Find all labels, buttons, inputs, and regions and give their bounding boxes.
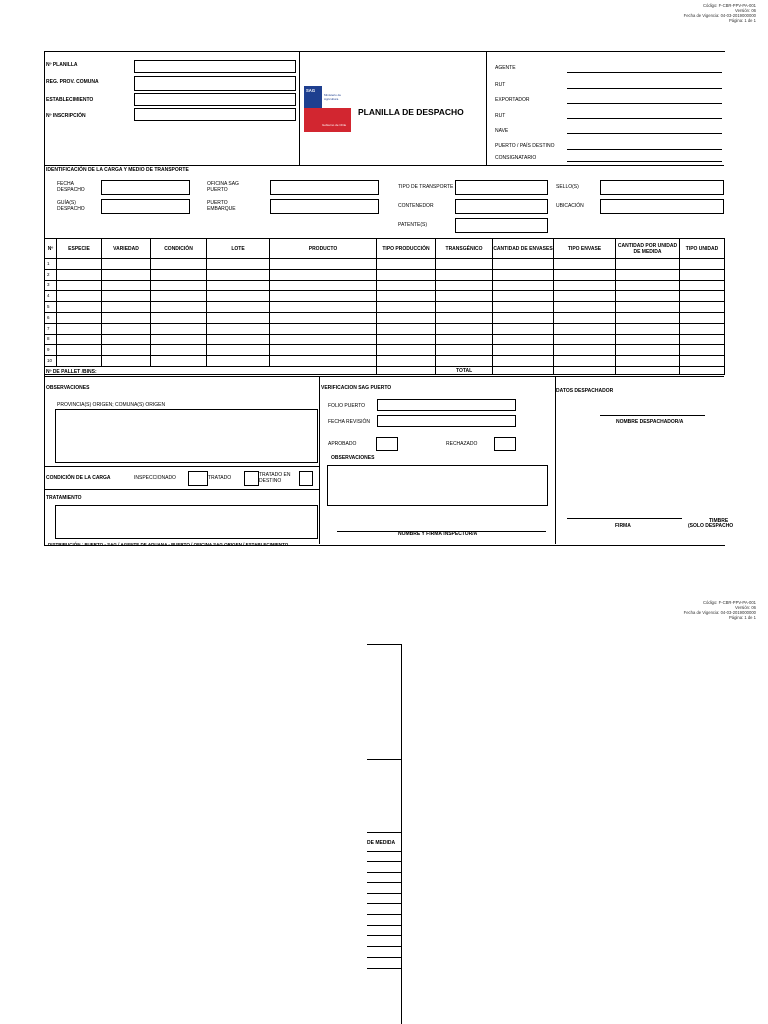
table-cell[interactable] [151,323,207,334]
table-row [45,356,725,367]
rut-exportador-line[interactable] [567,118,722,119]
nombre-despachador-line[interactable] [600,415,705,416]
table-cell[interactable] [493,269,554,280]
table-cell[interactable] [207,280,270,291]
table-cell[interactable] [270,302,377,313]
sellos-field[interactable] [600,180,724,195]
page2-row-line [367,914,402,915]
table-cell[interactable] [616,291,680,302]
label-consignatario: CONSIGNATARIO [495,155,537,161]
table-cell[interactable] [377,302,436,313]
table-cell[interactable] [377,312,436,323]
table-cell[interactable] [680,269,725,280]
table-cell[interactable] [151,259,207,270]
table-cell[interactable] [57,259,102,270]
table-cell [207,366,270,374]
product-table [44,238,725,375]
table-row [45,259,725,270]
table-cell[interactable] [616,259,680,270]
exportador-line[interactable] [567,103,722,104]
solo-despacho-label: (SOLO DESPACHO [688,523,734,529]
establecimiento-field[interactable] [134,93,296,106]
sag-logo [304,86,351,132]
table-cell[interactable] [616,302,680,313]
table-cell[interactable] [207,302,270,313]
table-cell[interactable] [554,356,616,367]
table-cell[interactable] [377,280,436,291]
table-cell[interactable] [554,366,616,374]
row-number: 2 [45,269,57,280]
table-cell[interactable] [616,345,680,356]
page2-row-line [367,903,402,904]
table-cell[interactable] [680,259,725,270]
page2-row-line [367,851,402,852]
page2-line [367,644,402,645]
folio-label: FOLIO PUERTO [328,403,366,409]
divider [44,165,724,166]
fecha-revision-label: FECHA REVISIÓN [328,419,370,425]
table-cell[interactable] [680,291,725,302]
table-cell[interactable] [377,259,436,270]
col-transgenico: TRANSGÉNICO [436,239,493,259]
page2-line [367,832,402,833]
table-cell [270,366,377,374]
table-cell[interactable] [207,334,270,345]
col-producto: PRODUCTO [270,239,377,259]
table-cell[interactable] [493,312,554,323]
table-cell[interactable] [151,345,207,356]
table-cell [102,366,151,374]
n-planilla-field[interactable] [134,60,296,73]
page2-code-block [636,600,756,620]
table-cell[interactable] [270,269,377,280]
col-tipo-envase: TIPO ENVASE [554,239,616,259]
page2-row-line [367,893,402,894]
condicion-title: CONDICIÓN DE LA CARGA [46,475,111,481]
table-cell[interactable] [207,312,270,323]
table-cell[interactable] [436,356,493,367]
table-cell[interactable] [436,345,493,356]
table-row [45,291,725,302]
tratado-destino-checkbox[interactable] [299,471,313,486]
table-cell[interactable] [554,334,616,345]
table-cell[interactable] [616,280,680,291]
table-cell[interactable] [57,345,102,356]
table-cell[interactable] [102,356,151,367]
timbre-label: TIMBRE [709,518,729,524]
page2-row-line [367,946,402,947]
label-sellos: SELLO(S) [556,184,579,190]
table-cell[interactable] [554,345,616,356]
label-puerto-destino: PUERTO / PAÍS DESTINO [495,143,555,149]
table-cell[interactable] [207,259,270,270]
reg-prov-comuna-field[interactable] [134,76,296,91]
folio-field[interactable] [377,399,516,411]
table-cell[interactable] [436,291,493,302]
document-page: Página: 1 de 1 [728,18,756,23]
table-cell[interactable] [493,291,554,302]
table-cell[interactable] [207,345,270,356]
nombre-despachador-label: NOMBRE DESPACHADOR/A [616,419,684,425]
page2-version: Versión: 06 [735,605,756,610]
label-n-planilla: Nº PLANILLA [46,62,78,68]
divider [44,376,724,377]
divider [555,376,556,544]
page2-row-line [367,935,402,936]
table-cell[interactable] [151,291,207,302]
table-cell[interactable] [57,356,102,367]
row-number: 9 [45,345,57,356]
page2-date: Fecha de Vigencia: 04-03-2019000000 [683,610,756,615]
col-tipo-produccion: TIPO PRODUCCIÓN [377,239,436,259]
row-number: 7 [45,323,57,334]
puerto-destino-line[interactable] [567,149,722,150]
table-cell[interactable] [270,323,377,334]
label-n-inscripcion: Nº INSCRIPCIÓN [46,113,86,119]
logo-blue-block [304,86,322,108]
page2-de-medida: DE MEDIDA [367,840,396,846]
table-cell[interactable] [616,323,680,334]
table-cell[interactable] [616,269,680,280]
document-code-block [636,3,756,23]
logo-sag-text: SAG [306,88,316,93]
table-cell[interactable] [270,334,377,345]
table-cell[interactable] [493,366,554,374]
table-cell[interactable] [377,334,436,345]
table-cell[interactable] [377,345,436,356]
despachador-title: DATOS DESPACHADOR [556,388,614,394]
table-cell[interactable] [57,291,102,302]
table-cell[interactable] [554,312,616,323]
col-cantidad-envases: CANTIDAD DE ENVASES [493,239,554,259]
puerto-embarque-field[interactable] [270,199,379,214]
patente-field[interactable] [455,218,548,233]
table-cell[interactable] [493,334,554,345]
table-cell[interactable] [57,312,102,323]
table-cell[interactable] [436,259,493,270]
label-puerto-embarque: PUERTO EMBARQUE [207,200,236,212]
row-number: 5 [45,302,57,313]
table-cell[interactable] [554,291,616,302]
row-number: 8 [45,334,57,345]
table-cell[interactable] [102,323,151,334]
table-cell[interactable] [377,269,436,280]
logo-ministry-text: Ministerio de Agricultura [324,93,342,101]
provincia-label: PROVINCIA(S) ORIGEN; COMUNA(S) ORIGEN [57,402,166,408]
verif-observaciones-textarea[interactable] [327,465,548,506]
document-version: Versión: 06 [735,8,756,13]
label-fecha-despacho: FECHA DESPACHO [57,181,85,193]
table-cell[interactable] [680,280,725,291]
table-row [45,312,725,323]
table-body [45,259,725,375]
col-cantidad-unidad: CANTIDAD POR UNIDAD DE MEDIDA [616,239,680,259]
row-number: 6 [45,312,57,323]
tratamiento-textarea[interactable] [55,505,318,539]
table-cell[interactable] [151,269,207,280]
table-cell[interactable] [57,323,102,334]
table-cell[interactable] [436,323,493,334]
table-cell[interactable] [493,259,554,270]
page2-code: Código: F-CBR-PPV-PA-001 [703,600,756,605]
col-variedad: VARIEDAD [102,239,151,259]
table-cell[interactable] [436,269,493,280]
table-cell[interactable] [436,334,493,345]
col-lote: LOTE [207,239,270,259]
table-cell [151,366,207,374]
label-exportador: EXPORTADOR [495,97,530,103]
table-cell[interactable] [680,334,725,345]
table-cell[interactable] [554,302,616,313]
table-cell[interactable] [270,280,377,291]
logo-red-block [304,108,351,132]
table-cell[interactable] [554,280,616,291]
table-cell[interactable] [554,259,616,270]
contenedor-field[interactable] [455,199,548,214]
table-cell[interactable] [207,269,270,280]
divider [319,376,320,544]
verif-observaciones-label: OBSERVACIONES [331,455,375,461]
tratado-label: TRATADO [208,475,232,481]
logo-gov-text: Gobierno de Chile [322,123,347,127]
guias-despacho-field[interactable] [101,199,190,214]
table-cell[interactable] [680,323,725,334]
label-reg-prov-comuna: REG. PROV. COMUNA [46,79,99,85]
table-cell[interactable] [151,334,207,345]
table-cell[interactable] [151,312,207,323]
table-cell[interactable] [102,280,151,291]
firma-inspector-label: NOMBRE Y FIRMA INSPECTOR/A [398,531,478,537]
ubicacion-field[interactable] [600,199,724,214]
fecha-despacho-field[interactable] [101,180,190,195]
table-row [45,323,725,334]
label-oficina-sag: OFICINA SAG PUERTO [207,181,239,193]
table-row [45,334,725,345]
table-cell[interactable] [102,302,151,313]
fecha-revision-field[interactable] [377,415,516,427]
divider [299,51,300,165]
table-cell[interactable] [616,312,680,323]
table-row [45,269,725,280]
table-cell[interactable] [270,345,377,356]
table-cell[interactable] [270,259,377,270]
aprobado-checkbox[interactable] [376,437,398,451]
table-cell[interactable] [493,323,554,334]
page2-row-line [367,872,402,873]
table-cell[interactable] [270,356,377,367]
table-cell[interactable] [554,323,616,334]
inspeccionado-label: INSPECCIONADO [134,475,176,481]
table-cell[interactable] [102,291,151,302]
page2-row-line [367,882,402,883]
rechazado-checkbox[interactable] [494,437,516,451]
label-rut-agente: RUT [495,82,506,88]
table-cell[interactable] [680,345,725,356]
page2-row-line [367,968,402,969]
table-cell[interactable] [57,302,102,313]
col-n: Nº [45,239,57,259]
consignatario-line[interactable] [567,161,722,162]
table-cell[interactable] [57,269,102,280]
table-cell[interactable] [102,345,151,356]
table-cell[interactable] [102,269,151,280]
row-number: 10 [45,356,57,367]
label-patente: PATENTE(S) [398,222,427,228]
observaciones-title: OBSERVACIONES [46,385,90,391]
label-contenedor: CONTENEDOR [398,203,434,209]
table-cell[interactable] [680,366,725,374]
table-cell[interactable] [436,312,493,323]
verificacion-title: VERIFICACION SAG PUERTO [321,385,392,391]
divider [44,466,319,467]
nave-line[interactable] [567,133,722,134]
table-cell[interactable] [377,291,436,302]
n-inscripcion-field[interactable] [134,108,296,121]
tratamiento-title: TRATAMIENTO [46,495,82,501]
col-especie: ESPECIE [57,239,102,259]
table-cell[interactable] [493,280,554,291]
table-row [45,280,725,291]
form-title: PLANILLA DE DESPACHO [358,107,464,117]
oficina-sag-field[interactable] [270,180,379,195]
table-cell[interactable] [493,302,554,313]
cargo-section-title: IDENTIFICACIÓN DE LA CARGA Y MEDIO DE TRANSPORTE [46,167,189,173]
table-cell[interactable] [680,302,725,313]
rechazado-label: RECHAZADO [446,441,478,447]
table-cell[interactable] [616,366,680,374]
table-cell[interactable] [207,323,270,334]
tratado-checkbox[interactable] [244,471,259,486]
table-cell[interactable] [616,334,680,345]
table-cell[interactable] [493,345,554,356]
pallet-label: Nº DE PALLET /BINS: [46,369,97,375]
tipo-transporte-field[interactable] [455,180,548,195]
rut-agente-line[interactable] [567,88,722,89]
page2-row-line [367,861,402,862]
col-condicion: CONDICIÓN [151,239,207,259]
document-code: Código: F-CBR-PPV-PA-001 [703,3,756,8]
label-establecimiento: ESTABLECIMIENTO [46,97,94,103]
table-cell[interactable] [207,291,270,302]
page2-row-line [367,925,402,926]
table-cell[interactable] [377,356,436,367]
divider [44,489,319,490]
table-cell[interactable] [151,302,207,313]
label-rut-exportador: RUT [495,113,506,119]
row-number: 4 [45,291,57,302]
total-label: TOTAL [456,368,473,374]
table-cell[interactable] [680,356,725,367]
label-ubicacion: UBICACIÓN [556,203,584,209]
table-cell[interactable] [151,356,207,367]
inspeccionado-checkbox[interactable] [188,471,208,486]
row-number: 1 [45,259,57,270]
table-cell[interactable] [151,280,207,291]
table-cell[interactable] [616,356,680,367]
page2-vertical-line [401,644,402,1024]
table-cell[interactable] [102,259,151,270]
table-row [45,302,725,313]
label-tipo-transporte: TIPO DE TRANSPORTE [398,184,454,190]
document-date: Fecha de Vigencia: 04-03-2019000000 [683,13,756,18]
row-number: 3 [45,280,57,291]
firma-label: FIRMA [615,523,631,529]
label-guias-despacho: GUÍA(S) DESPACHO [57,200,85,212]
table-cell[interactable] [270,312,377,323]
table-cell[interactable] [207,356,270,367]
page2-line [367,759,402,760]
firma-despachador-line[interactable] [567,518,682,519]
aprobado-label: APROBADO [328,441,357,447]
logo-white-block [322,86,351,108]
page2-row-line [367,957,402,958]
table-cell[interactable] [270,291,377,302]
table-cell[interactable] [57,280,102,291]
observaciones-textarea[interactable] [55,409,318,463]
label-agente: AGENTE [495,65,516,71]
table-cell[interactable] [102,312,151,323]
agente-line[interactable] [567,72,722,73]
label-nave: NAVE [495,128,509,134]
table-row [45,345,725,356]
divider [486,51,487,165]
table-cell[interactable] [377,323,436,334]
table-header-row [45,239,725,259]
table-cell[interactable] [102,334,151,345]
table-cell[interactable] [493,356,554,367]
col-tipo-unidad: TIPO UNIDAD [680,239,725,259]
table-cell [377,366,436,374]
table-cell[interactable] [436,302,493,313]
table-cell[interactable] [554,269,616,280]
pallet-total-row [45,366,725,374]
table-cell[interactable] [680,312,725,323]
table-cell[interactable] [436,280,493,291]
page2-page: Página: 1 de 1 [728,615,756,620]
table-cell[interactable] [57,334,102,345]
distribucion-text: DISTRIBUCIÓN : PUERTO - SAG / AGENTE DE ADUANA - PUERTO / OFICINA SAG ORIGEN / ESTABLECIMIENTO [48,542,289,547]
tratado-destino-label: TRATADO EN DESTINO [259,472,291,484]
